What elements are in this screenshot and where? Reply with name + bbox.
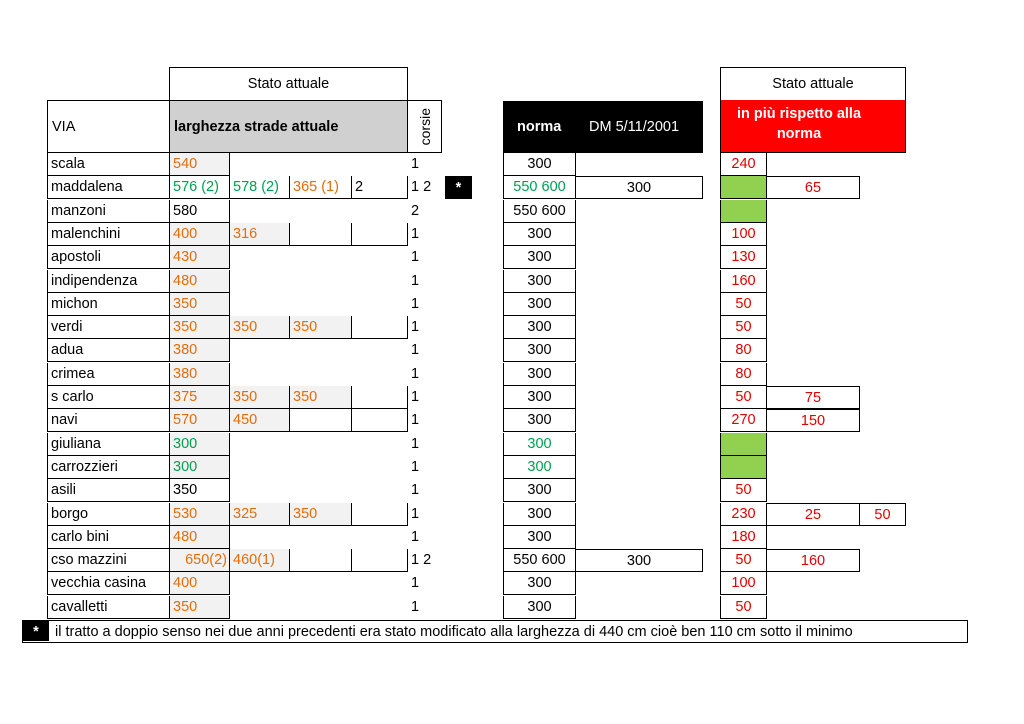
width-cell: [352, 409, 408, 432]
width-cell: 350: [169, 596, 230, 619]
width-cell: [352, 526, 408, 549]
width-cell: 580: [169, 200, 230, 223]
corsie-cell: 2: [411, 202, 420, 219]
width-cell: [290, 293, 352, 316]
width-cell: [352, 270, 408, 293]
width-cell: 2: [352, 176, 408, 199]
width-cell: 540: [169, 153, 230, 176]
corsie-cell: 1 2: [411, 179, 432, 196]
via-cell: indipendenza: [47, 270, 169, 293]
inpiu-cell: 270: [720, 409, 767, 432]
width-cell: 430: [169, 246, 230, 269]
width-cell: [290, 246, 352, 269]
via-cell: crimea: [47, 363, 169, 386]
width-cell: 400: [169, 223, 230, 246]
width-cell: 350: [230, 316, 290, 339]
via-cell: vecchia casina: [47, 572, 169, 595]
stato-attuale-right-label: Stato attuale: [772, 76, 854, 92]
inpiu-cell-2: 150: [767, 409, 860, 432]
via-header-label: VIA: [52, 119, 76, 135]
width-cell: 570: [169, 409, 230, 432]
corsie-cell: 1: [411, 225, 420, 242]
width-cell: [352, 293, 408, 316]
width-cell: 380: [169, 339, 230, 362]
width-cell: [352, 223, 408, 246]
width-cell: 480: [169, 270, 230, 293]
corsie-cell: 1: [411, 528, 420, 545]
dm-cell: 300: [576, 176, 703, 199]
corsie-cell: 1: [411, 272, 420, 289]
width-cell: [230, 270, 290, 293]
in-piu-header-label: in più rispetto alla norma: [736, 106, 862, 142]
width-cell: 325: [230, 503, 290, 526]
corsie-cell: 1: [411, 412, 420, 429]
width-cell: [290, 270, 352, 293]
width-cell: [352, 339, 408, 362]
inpiu-cell: 50: [720, 316, 767, 339]
via-cell: scala: [47, 153, 169, 176]
width-cell: 375: [169, 386, 230, 409]
corsie-cell: 1: [411, 295, 420, 312]
inpiu-cell: 240: [720, 153, 767, 176]
width-cell: [230, 526, 290, 549]
inpiu-cell: 230: [720, 503, 767, 526]
width-cell: 350: [290, 386, 352, 409]
larghezza-header-label: larghezza strade attuale: [174, 119, 339, 135]
width-cell: 400: [169, 572, 230, 595]
inpiu-cell: [720, 433, 767, 456]
width-cell: [352, 456, 408, 479]
width-cell: 650(2): [169, 549, 230, 572]
inpiu-cell: 180: [720, 526, 767, 549]
width-cell: 380: [169, 363, 230, 386]
width-cell: [230, 479, 290, 502]
via-cell: maddalena: [47, 176, 169, 199]
inpiu-cell: 130: [720, 246, 767, 269]
corsie-cell: 1: [411, 482, 420, 499]
norma-cell: 300: [503, 409, 576, 432]
via-cell: cavalletti: [47, 596, 169, 619]
width-cell: [290, 433, 352, 456]
corsie-cell: 1: [411, 365, 420, 382]
width-cell: [230, 572, 290, 595]
corsie-cell: 1: [411, 249, 420, 266]
stato-attuale-right-header: [720, 67, 906, 101]
inpiu-cell: [720, 176, 767, 199]
corsie-header-label: corsie: [416, 107, 433, 146]
width-cell: [352, 386, 408, 409]
norma-cell: 300: [503, 153, 576, 176]
width-cell: 480: [169, 526, 230, 549]
footnote-text: il tratto a doppio senso nei due anni precedenti era stato modificato alla larghezza di 440 cm cioè ben 110 cm sotto il minimo: [55, 624, 853, 640]
via-cell: cso mazzini: [47, 549, 169, 572]
corsie-cell: 1: [411, 435, 420, 452]
stato-attuale-left-header: [169, 67, 408, 101]
corsie-cell: 1: [411, 505, 420, 522]
width-cell: 576 (2): [169, 176, 230, 199]
stato-attuale-left-label: Stato attuale: [247, 76, 330, 92]
corsie-cell: 1: [411, 598, 420, 615]
width-cell: [352, 549, 408, 572]
norma-cell: 550 600: [503, 200, 576, 223]
inpiu-cell: 50: [720, 479, 767, 502]
inpiu-cell-2: 65: [767, 176, 860, 199]
width-cell: 350: [169, 479, 230, 502]
width-cell: [230, 363, 290, 386]
width-cell: [290, 153, 352, 176]
via-cell: carrozzieri: [47, 456, 169, 479]
norma-cell: 300: [503, 363, 576, 386]
width-cell: [230, 153, 290, 176]
width-cell: [230, 246, 290, 269]
width-cell: [352, 246, 408, 269]
inpiu-cell-3: 50: [860, 503, 906, 526]
norma-cell: 300: [503, 270, 576, 293]
norma-cell: 300: [503, 386, 576, 409]
via-cell: michon: [47, 293, 169, 316]
inpiu-cell: 160: [720, 270, 767, 293]
via-cell: carlo bini: [47, 526, 169, 549]
width-cell: [230, 456, 290, 479]
inpiu-cell: 80: [720, 339, 767, 362]
corsie-cell: 1: [411, 458, 420, 475]
inpiu-cell: 80: [720, 363, 767, 386]
asterisk-marker-label: *: [455, 180, 462, 196]
width-cell: [352, 596, 408, 619]
norma-header: [503, 101, 703, 153]
width-cell: [352, 433, 408, 456]
inpiu-cell: 50: [720, 549, 767, 572]
width-cell: 350: [169, 316, 230, 339]
corsie-cell: 1: [411, 156, 420, 172]
inpiu-cell: [720, 456, 767, 479]
width-cell: 316: [230, 223, 290, 246]
width-cell: 450: [230, 409, 290, 432]
width-cell: [290, 200, 352, 223]
inpiu-cell: 50: [720, 293, 767, 316]
norma-cell: 300: [503, 479, 576, 502]
norma-cell: 300: [503, 596, 576, 619]
width-cell: 350: [230, 386, 290, 409]
via-cell: adua: [47, 339, 169, 362]
via-cell: apostoli: [47, 246, 169, 269]
width-cell: [290, 456, 352, 479]
norma-cell: 300: [503, 526, 576, 549]
width-cell: [290, 596, 352, 619]
width-cell: 300: [169, 456, 230, 479]
width-cell: [352, 153, 408, 176]
corsie-header: [408, 100, 442, 153]
footnote-asterisk: [23, 621, 49, 641]
corsie-cell: 1 2: [411, 552, 432, 569]
width-cell: [290, 479, 352, 502]
corsie-cell: 1: [411, 575, 420, 592]
inpiu-cell: 50: [720, 596, 767, 619]
width-cell: [230, 293, 290, 316]
width-cell: 350: [290, 503, 352, 526]
inpiu-cell: 50: [720, 386, 767, 409]
width-cell: [352, 503, 408, 526]
norma-header-label: norma: [517, 119, 562, 135]
via-cell: borgo: [47, 503, 169, 526]
width-cell: [290, 572, 352, 595]
corsie-cell: 1: [411, 342, 420, 359]
width-cell: 578 (2): [230, 176, 290, 199]
width-cell: [230, 596, 290, 619]
norma-cell: 300: [503, 316, 576, 339]
width-cell: [352, 200, 408, 223]
width-cell: [290, 526, 352, 549]
width-cell: [352, 479, 408, 502]
via-cell: giuliana: [47, 433, 169, 456]
width-cell: [230, 433, 290, 456]
width-cell: 350: [169, 293, 230, 316]
norma-cell: 550 600: [503, 549, 576, 572]
footnote-box: [22, 620, 968, 643]
norma-cell: 300: [503, 339, 576, 362]
via-cell: navi: [47, 409, 169, 432]
inpiu-cell-2: 160: [767, 549, 860, 572]
width-cell: [352, 363, 408, 386]
footnote-asterisk-label: *: [33, 624, 39, 640]
norma-cell: 300: [503, 293, 576, 316]
width-cell: 460(1): [230, 549, 290, 572]
larghezza-header: [169, 100, 408, 153]
dm-header-label: DM 5/11/2001: [589, 119, 680, 135]
width-cell: [290, 549, 352, 572]
width-cell: [290, 223, 352, 246]
norma-cell: 550 600: [503, 176, 576, 199]
norma-cell: 300: [503, 433, 576, 456]
norma-cell: 300: [503, 572, 576, 595]
via-header: [47, 100, 169, 153]
inpiu-cell: 100: [720, 572, 767, 595]
width-cell: [352, 316, 408, 339]
width-cell: [290, 363, 352, 386]
norma-cell: 300: [503, 503, 576, 526]
width-cell: [352, 572, 408, 595]
via-cell: asili: [47, 479, 169, 502]
via-cell: verdi: [47, 316, 169, 339]
via-cell: malenchini: [47, 223, 169, 246]
asterisk-marker: [445, 176, 472, 199]
in-piu-header: [720, 100, 906, 153]
width-cell: [230, 339, 290, 362]
via-cell: manzoni: [47, 200, 169, 223]
width-cell: [290, 339, 352, 362]
dm-cell: 300: [576, 549, 703, 572]
via-cell: s carlo: [47, 386, 169, 409]
corsie-cell: 1: [411, 389, 420, 405]
inpiu-cell: [720, 200, 767, 223]
norma-cell: 300: [503, 223, 576, 246]
corsie-cell: 1: [411, 319, 420, 336]
width-cell: 365 (1): [290, 176, 352, 199]
norma-cell: 300: [503, 246, 576, 269]
norma-cell: 300: [503, 456, 576, 479]
width-cell: 350: [290, 316, 352, 339]
inpiu-cell-2: 75: [767, 386, 860, 409]
inpiu-cell-2: 25: [767, 503, 860, 526]
width-cell: 300: [169, 433, 230, 456]
width-cell: [290, 409, 352, 432]
width-cell: [230, 200, 290, 223]
width-cell: 530: [169, 503, 230, 526]
inpiu-cell: 100: [720, 223, 767, 246]
